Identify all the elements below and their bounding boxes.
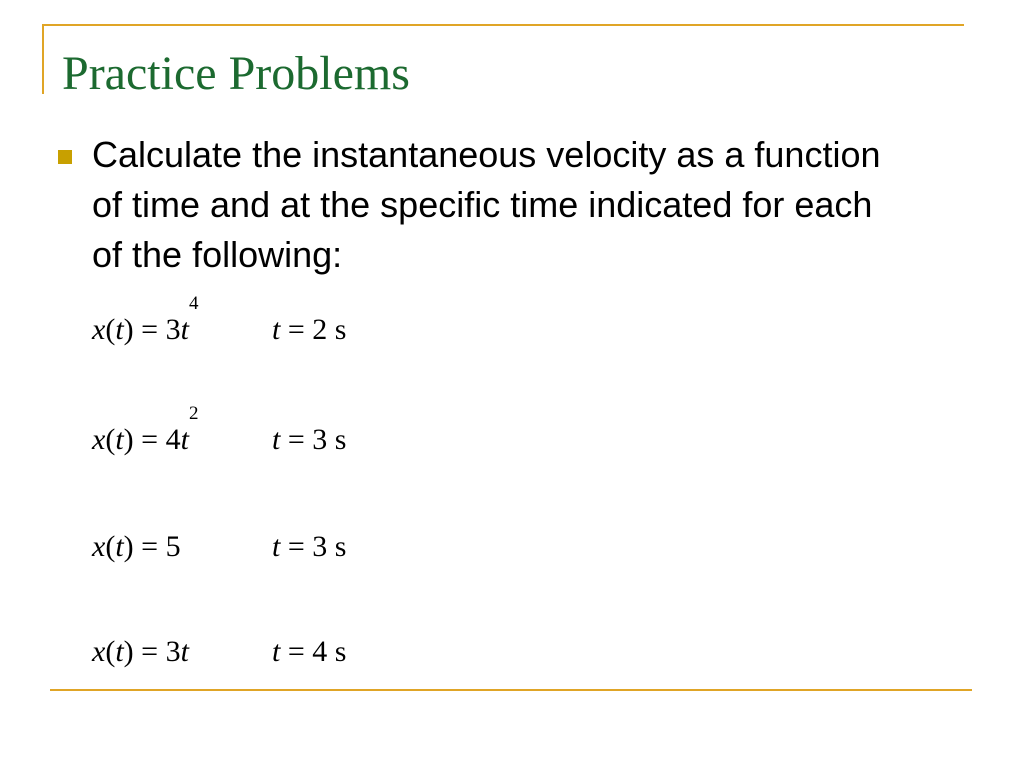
footer-divider-line [50,689,972,691]
equation-4-unit: s [334,635,347,668]
equation-4-time-variable: t [180,635,189,668]
equation-2-position-function: $x(t) = 4t^2$ [92,403,199,456]
equation-1-position-function: $x(t) = 3t^4$ [92,293,199,346]
equation-3-unit: s [334,530,347,563]
equation-1-time: t = 2 s [272,313,347,346]
equation-3-function-name: x [92,530,106,563]
equation-2-time-variable: t [180,423,189,456]
equation-2-function-arg: t [115,423,124,456]
equation-2-exponent: 2 [188,403,199,424]
slide-title: Practice Problems [62,47,410,100]
bullet-text: Calculate the instantaneous velocity as a function of time and at the specific time indicated for each of the following: [92,134,881,275]
equation-2-unit: s [334,423,347,456]
equation-2-function-name: x [92,423,106,456]
equation-4-function-arg: t [115,635,124,668]
equation-1-function-name: x [92,313,106,346]
square-bullet-icon [58,150,72,164]
equation-3-time: t = 3 s [272,530,347,563]
title-frame-left-line [42,24,44,94]
equation-4-function-name: x [92,635,106,668]
equation-1-function-arg: t [115,313,124,346]
equation-4-time-value: 4 [312,635,328,668]
equation-1-exponent: 4 [188,293,199,314]
equation-4-coefficient: 3 [165,635,181,668]
title-frame-top-line [42,24,964,26]
equation-1-time-variable: t [180,313,189,346]
equation-4-time: t = 4 s [272,635,347,668]
equation-3-function-arg: t [115,530,124,563]
equation-2-time-value: 3 [312,423,328,456]
equation-3-time-value: 3 [312,530,328,563]
equation-2-time-label: t [272,423,281,456]
equation-2-time: t = 3 s [272,423,347,456]
equation-4-time-label: t [272,635,281,668]
equation-3-time-label: t [272,530,281,563]
equation-3-position-function: x(t) = 5 [92,530,181,563]
equation-1-time-value: 2 [312,313,328,346]
equation-1-unit: s [334,313,347,346]
equation-3-constant: 5 [165,530,181,563]
equation-4-position-function: x(t) = 3t [92,635,189,668]
equation-1-coefficient: 3 [165,313,181,346]
equation-2-coefficient: 4 [165,423,181,456]
equation-1-time-label: t [272,313,281,346]
